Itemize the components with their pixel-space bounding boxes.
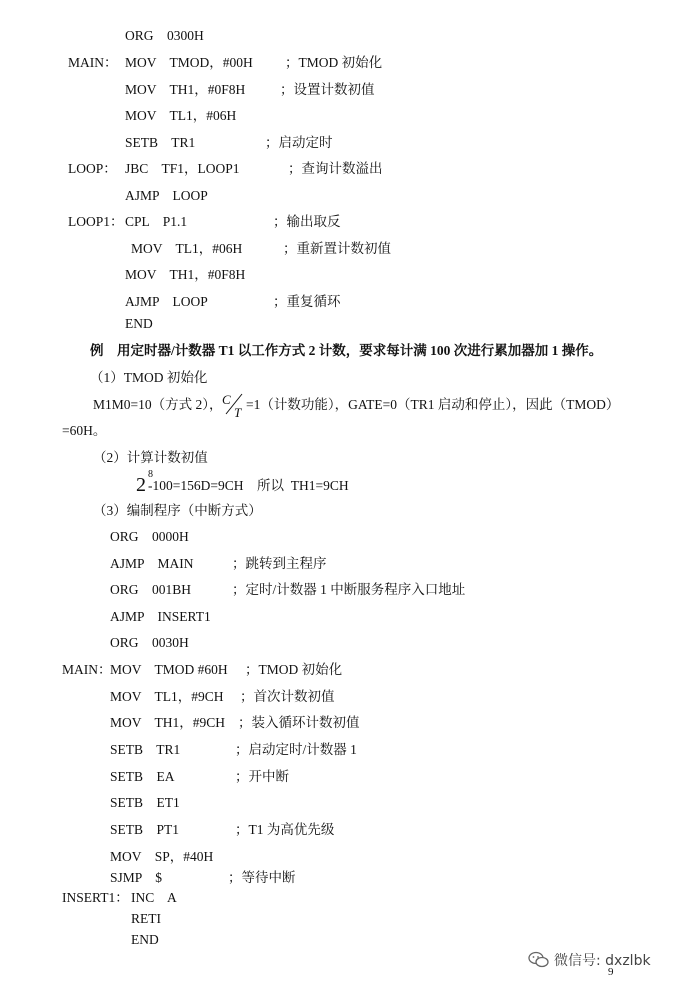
- code-label: LOOP1：: [68, 214, 124, 229]
- code-instruction: SJMP $: [110, 870, 163, 885]
- code-comment: ；跳转到主程序: [232, 556, 327, 571]
- code-instruction: JBC TF1，LOOP1: [125, 161, 240, 176]
- code-comment: ；查询计数溢出: [288, 161, 383, 176]
- code-instruction: END: [131, 932, 159, 947]
- code-instruction: END: [125, 316, 153, 331]
- code-instruction: MOV TH1，#9CH: [110, 715, 226, 730]
- code-instruction: ORG 0000H: [110, 529, 189, 544]
- code-instruction: AJMP LOOP: [125, 188, 208, 203]
- wechat-icon: [528, 951, 550, 969]
- code-instruction: MOV TMOD #60H: [110, 662, 228, 677]
- code-instruction: ORG 0300H: [125, 28, 204, 43]
- code-instruction: AJMP MAIN: [110, 556, 194, 571]
- code-instruction: MOV SP，#40H: [110, 849, 214, 864]
- code-instruction: ORG 001BH: [110, 582, 192, 597]
- code-comment: ；设置计数初值: [280, 82, 375, 97]
- code-comment: ；TMOD 初始化: [245, 662, 343, 677]
- code-instruction: SETB TR1: [110, 742, 181, 757]
- code-comment: ；输出取反: [273, 214, 341, 229]
- step2-text: -100=156D=9CH 所以 TH1=9CH: [148, 478, 349, 493]
- page-number: 9: [608, 966, 614, 978]
- code-label: INSERT1：: [62, 890, 129, 905]
- code-comment: ；重新置计数初值: [283, 241, 391, 256]
- code-instruction: MOV TL1，#06H: [131, 241, 243, 256]
- code-comment: ；首次计数初值: [240, 689, 335, 704]
- code-label: MAIN：: [68, 55, 118, 70]
- code-comment: ；开中断: [235, 769, 289, 784]
- code-instruction: INC A: [131, 890, 177, 905]
- code-instruction: MOV TH1，#0F8H: [125, 267, 246, 282]
- step1-text-a: M1M0=10（方式 2），: [93, 397, 223, 412]
- code-comment: ；定时/计数器 1 中断服务程序入口地址: [232, 582, 466, 597]
- code-instruction: SETB TR1: [125, 135, 196, 150]
- code-comment: ；T1 为高优先级: [235, 822, 335, 837]
- code-comment: ；等待中断: [228, 870, 296, 885]
- code-instruction: SETB ET1: [110, 795, 180, 810]
- step2-title: （2）计算计数初值: [93, 450, 208, 465]
- code-instruction: SETB EA: [110, 769, 175, 784]
- frac-numerator-c: C: [222, 392, 231, 407]
- step2-base: 2: [136, 474, 146, 496]
- code-instruction: AJMP LOOP: [125, 294, 208, 309]
- code-instruction: SETB PT1: [110, 822, 180, 837]
- step1-text-b: =1（计数功能），GATE=0（TR1 启动和停止），因此（TMOD）: [246, 397, 620, 412]
- step1-text-c: =60H。: [62, 423, 107, 438]
- code-instruction: MOV TL1，#06H: [125, 108, 237, 123]
- code-instruction: MOV TH1，#0F8H: [125, 82, 246, 97]
- code-instruction: MOV TMOD，#00H: [125, 55, 253, 70]
- step2-exponent: 8: [148, 469, 153, 480]
- code-instruction: RETI: [131, 911, 161, 926]
- code-instruction: MOV TL1，#9CH: [110, 689, 224, 704]
- frac-denominator-t: T: [234, 405, 242, 420]
- code-label: LOOP：: [68, 161, 117, 176]
- code-comment: ；启动定时: [265, 135, 333, 150]
- code-comment: ；重复循环: [273, 294, 341, 309]
- watermark: [528, 950, 651, 970]
- step3-title: （3）编制程序（中断方式）: [93, 503, 262, 518]
- watermark-text: 微信号: dxzlbk: [554, 953, 651, 969]
- code-comment: ；装入循环计数初值: [238, 715, 360, 730]
- code-instruction: AJMP INSERT1: [110, 609, 211, 624]
- code-comment: ；TMOD 初始化: [285, 55, 383, 70]
- code-comment: ；启动定时/计数器 1: [235, 742, 357, 757]
- code-label: MAIN：: [62, 662, 112, 677]
- code-instruction: CPL P1.1: [125, 214, 188, 229]
- code-instruction: ORG 0030H: [110, 635, 189, 650]
- step1-title: （1）TMOD 初始化: [90, 370, 208, 385]
- example-title: 例 用定时器/计数器 T1 以工作方式 2 计数，要求每计满 100 次进行累加器加 1 操作。: [90, 343, 603, 358]
